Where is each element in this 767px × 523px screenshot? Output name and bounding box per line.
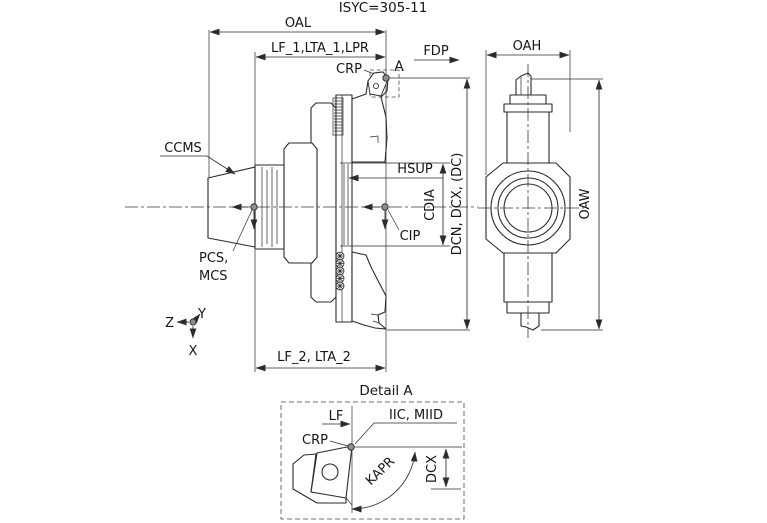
leader-crp-detail <box>330 441 348 446</box>
label-ccms: CCMS <box>164 141 202 156</box>
cip-point <box>363 204 388 229</box>
leader-cip <box>388 210 399 230</box>
label-dcx: DCX <box>425 455 440 483</box>
label-hsup: HSUP <box>397 162 433 177</box>
label-detail-marker-a: A <box>394 59 404 75</box>
crp-dot-front <box>383 75 389 81</box>
detail-insert-outline <box>311 446 352 498</box>
detail-corner-line <box>346 498 352 505</box>
flange-outline <box>284 143 317 263</box>
label-dcn: DCN, DCX, (DC) <box>450 152 465 256</box>
side-view <box>478 64 584 338</box>
label-kapr: KAPR <box>363 454 399 489</box>
axis-label-x: X <box>188 344 198 359</box>
label-oah: OAH <box>512 39 542 54</box>
axis-label-z: Z <box>165 316 174 331</box>
pcs-mcs-dot <box>251 204 257 210</box>
label-crp-detail: CRP <box>302 433 328 448</box>
axis-label-y: Y <box>198 307 206 322</box>
cip-dot <box>382 204 388 210</box>
label-cdia: CDIA <box>423 189 438 221</box>
label-pcs: PCS, <box>199 251 229 266</box>
label-lf2: LF_2, LTA_2 <box>277 350 351 365</box>
label-iic-miid: IIC, MIID <box>389 408 443 423</box>
label-oaw: OAW <box>578 188 593 220</box>
drawing-title: ISYC=305-11 <box>338 0 428 16</box>
clamp-screws <box>336 252 344 290</box>
leader-iic <box>355 423 457 444</box>
label-cip: CIP <box>399 229 421 244</box>
label-lf: LF <box>328 409 344 424</box>
leader-ccms <box>160 156 235 174</box>
label-mcs: MCS <box>199 269 228 284</box>
label-lf1: LF_1,LTA_1,LPR <box>271 41 369 56</box>
label-fdp: FDP <box>423 44 449 59</box>
label-oal: OAL <box>284 16 312 31</box>
triad-origin-dot <box>190 319 196 325</box>
lower-head-outline <box>352 252 386 329</box>
crp-dot-detail <box>348 444 354 450</box>
coordinate-triad <box>177 314 200 338</box>
label-crp-front: CRP <box>336 62 362 77</box>
side-bottom-tab <box>521 313 539 330</box>
detail-title: Detail A <box>359 383 413 399</box>
side-top-tab <box>516 73 531 95</box>
